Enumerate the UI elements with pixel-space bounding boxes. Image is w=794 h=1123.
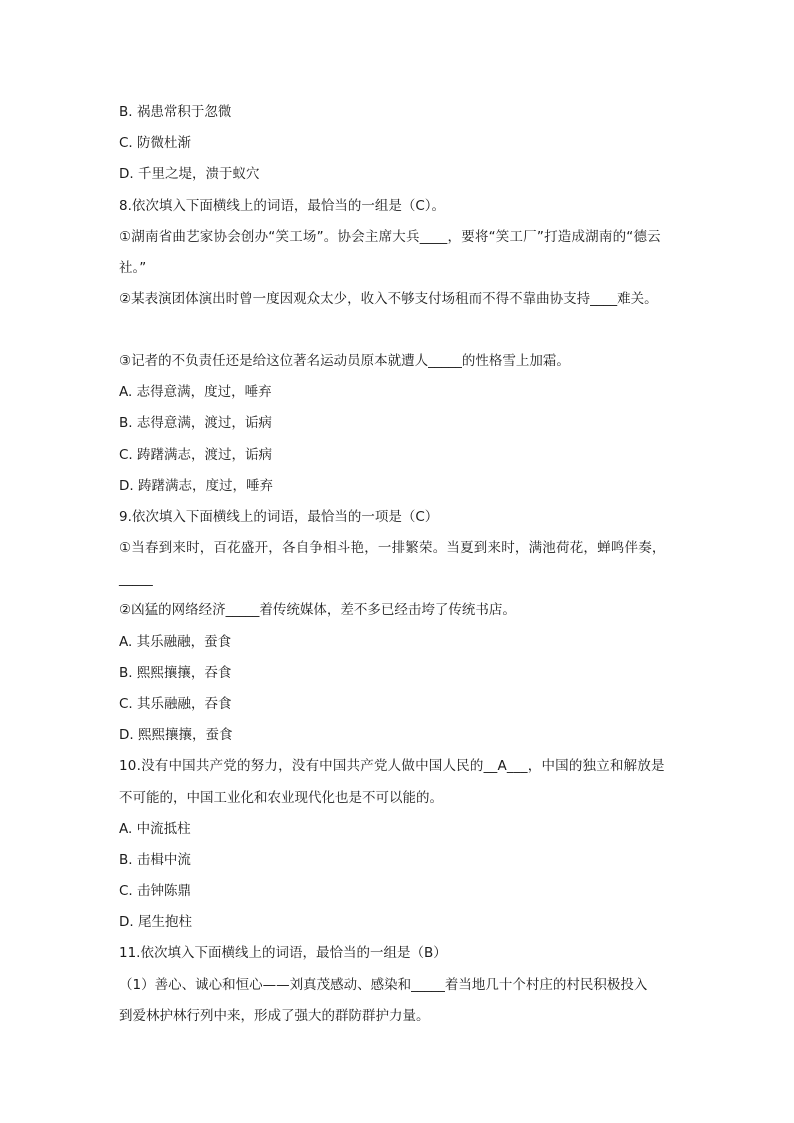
- option-9d: D. 熙熙攘攘，蚕食: [119, 727, 233, 743]
- option-9a: A. 其乐融融，蚕食: [119, 634, 232, 650]
- question-10-line-2: 不可能的，中国工业化和农业现代化也是不可以能的。: [119, 790, 443, 806]
- option-7d: D. 千里之堤，溃于蚁穴: [119, 166, 260, 182]
- question-8-sentence-1-line-1: ①湖南省曲艺家协会创办“笑工场”。协会主席大兵____，要将“笑工厂”打造成湖南的“德云: [119, 229, 661, 245]
- option-8a: A. 志得意满，度过，唾弃: [119, 384, 272, 400]
- question-10-line-1: 10.没有中国共产党的努力，没有中国共产党人做中国人民的__A___，中国的独立和解放是: [119, 758, 665, 774]
- question-8-sentence-2: ②某表演团体演出时曾一度因观众太少，收入不够支付场租而不得不靠曲协支持____难关。: [119, 291, 658, 307]
- question-9-sentence-1-blank: _____: [119, 571, 153, 587]
- question-8-sentence-1-line-2: 社。”: [119, 260, 147, 276]
- question-11-sentence-1-line-2: 到爱林护林行列中来，形成了强大的群防群护力量。: [119, 1008, 430, 1024]
- question-8: 8.依次填入下面横线上的词语，最恰当的一组是（C）。: [119, 198, 446, 214]
- option-7b: B. 祸患常积于忽微: [119, 104, 232, 120]
- question-8-sentence-3: ③记者的不负责任还是给这位著名运动员原本就遭人_____的性格雪上加霜。: [119, 353, 570, 369]
- option-8c: C. 踌躇满志，渡过，诟病: [119, 447, 273, 463]
- question-11-sentence-1-line-1: （1）善心、诚心和恒心——刘真茂感动、感染和_____着当地几十个村庄的村民积极投入: [119, 977, 648, 993]
- question-9-sentence-1-line-1: ①当春到来时，百花盛开，各自争相斗艳，一排繁荣。当夏到来时，满池荷花，蝉鸣伴奏，: [119, 540, 666, 556]
- question-9: 9.依次填入下面横线上的词语，最恰当的一项是（C）: [119, 509, 439, 525]
- option-7c: C. 防微杜渐: [119, 135, 192, 151]
- option-8b: B. 志得意满，渡过，诟病: [119, 415, 272, 431]
- option-10b: B. 击楫中流: [119, 852, 191, 868]
- option-9c: C. 其乐融融，吞食: [119, 696, 232, 712]
- question-9-sentence-2: ②凶猛的网络经济_____着传统媒体，差不多已经击垮了传统书店。: [119, 602, 516, 618]
- option-8d: D. 踌躇满志，度过，唾弃: [119, 478, 273, 494]
- option-9b: B. 熙熙攘攘，吞食: [119, 665, 232, 681]
- option-10a: A. 中流抵柱: [119, 821, 191, 837]
- option-10c: C. 击钟陈鼎: [119, 883, 192, 899]
- option-10d: D. 尾生抱柱: [119, 914, 192, 930]
- question-11: 11.依次填入下面横线上的词语，最恰当的一组是（B）: [119, 945, 447, 961]
